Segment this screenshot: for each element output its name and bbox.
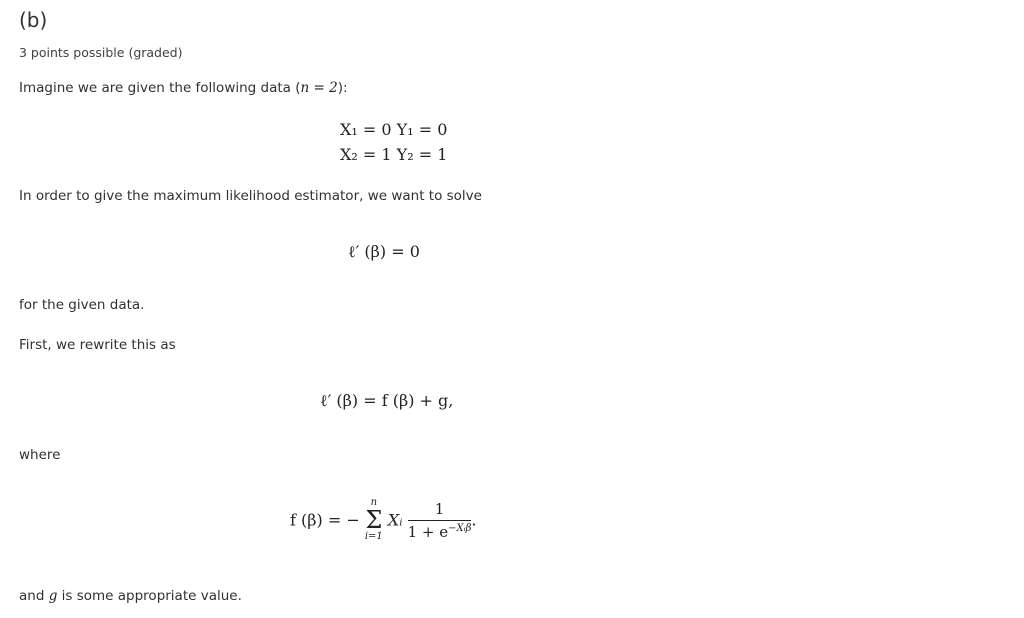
fraction-denominator: $1 + e^{-Xᵢ\beta}$: [407, 522, 472, 541]
equation-end: .: [471, 510, 477, 530]
data-row-2: X₂ = 1 Y₂ = 1: [340, 145, 448, 164]
part-heading: (b): [19, 8, 48, 32]
summation: [365, 498, 383, 542]
intro-paragraph: [19, 80, 348, 96]
intro-math: n = 2: [300, 80, 338, 96]
mle-paragraph: In order to give the maximum likelihood estimator, we want to solve: [19, 188, 482, 204]
fraction-numerator: 1: [408, 500, 472, 521]
data-row-1: X₁ = 0 Y₁ = 0: [340, 120, 448, 139]
f-lhs: f (β) = −: [290, 510, 360, 530]
equation-rewrite: ℓ′ (β) = f (β) + g,: [320, 391, 454, 410]
exponent: −Xᵢβ: [448, 522, 472, 534]
final-paragraph: and g is some appropriate value.: [19, 588, 242, 604]
intro-text: Imagine we are given the following data (: [19, 80, 301, 96]
sum-term-x: Xᵢ: [387, 510, 403, 530]
sum-upper-limit: n: [370, 497, 378, 508]
sum-symbol: Σ: [365, 506, 383, 534]
where-paragraph: where: [19, 447, 61, 463]
sum-lower-limit: i=1: [364, 531, 383, 542]
g-symbol: g: [48, 588, 58, 604]
fraction: [408, 500, 472, 541]
intro-end: ):: [337, 80, 348, 96]
rewrite-paragraph: First, we rewrite this as: [19, 337, 176, 353]
equation-solve: ℓ′ (β) = 0: [348, 242, 420, 261]
points-label: 3 points possible (graded): [19, 45, 183, 60]
equation-f: [290, 498, 477, 542]
given-paragraph: for the given data.: [19, 297, 145, 313]
